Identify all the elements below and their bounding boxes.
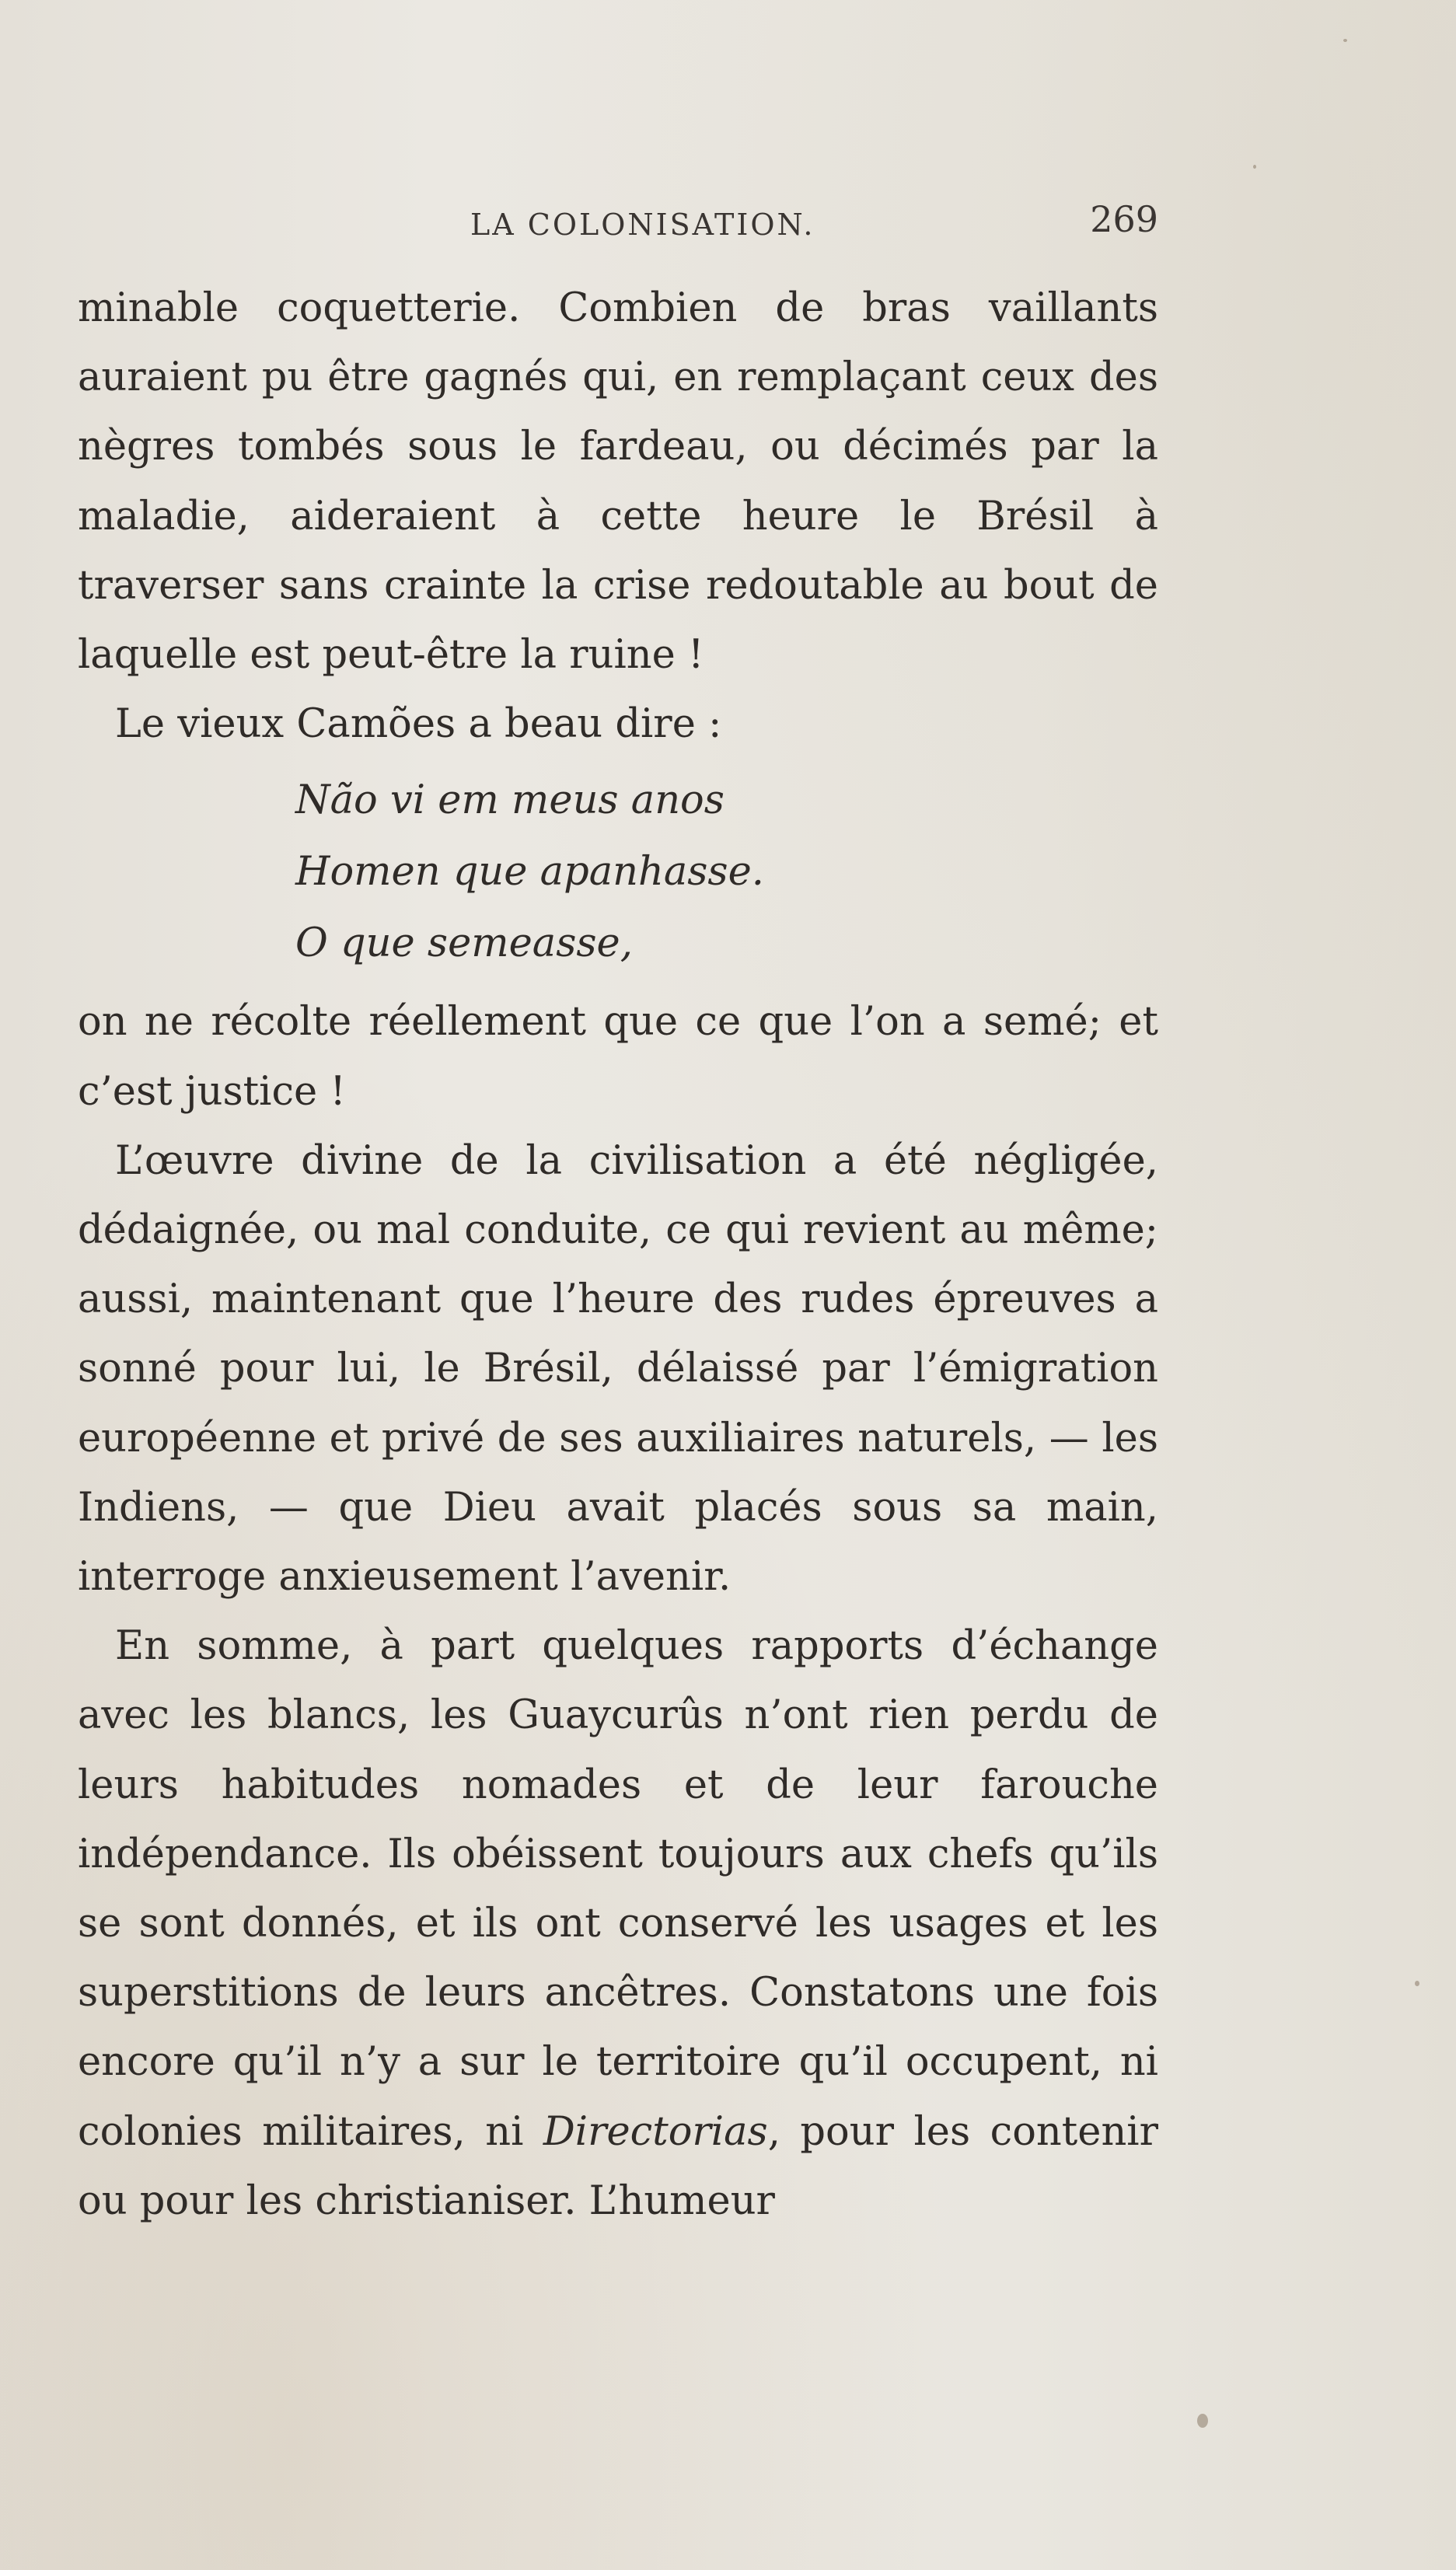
body-text: [78, 274, 1158, 2236]
verse-line: Homen que apanhasse.: [295, 849, 764, 896]
paragraph-3: on ne récolte réellement que ce que l’on a semé; et c’est justice !: [78, 999, 1158, 1115]
running-head: [78, 198, 1158, 260]
paper-speck: [1253, 165, 1256, 169]
paragraph-5-italic: Directorias: [543, 2108, 768, 2155]
paragraph-5-text: En somme, à part quelques rapports d’échange avec les blancs, les Guaycurûs n’ont rien perdu de leurs habitudes nomades et de leur farouche indépendance. Ils obéissent toujours aux chefs qu’ils se sont donnés, et ils ont conservé les usages et les superstitions de leurs ancêtres. Constatons une fois encore qu’il n’y a sur le territoire qu’il occupent, ni colonies militaires, ni: [78, 1623, 1158, 2155]
paper-speck: [1415, 1981, 1419, 1986]
paragraph-1: minable coquetterie. Combien de bras vaillants auraient pu être gagnés qui, en remplaçant ceux des nègres tombés sous le fardeau, ou décimés par la maladie, aideraient à cette heure le Brésil à traverser sans crainte la crise redoutable au bout de laquelle est peut-être la ruine !: [78, 285, 1158, 679]
paragraph-5: [78, 1611, 1158, 2236]
verse-line: Não vi em meus anos: [295, 777, 725, 824]
paper-speck: [1343, 39, 1347, 42]
paper-speck: [1197, 2414, 1208, 2428]
running-title: LA COLONISATION.: [470, 208, 815, 242]
paragraph-2: Le vieux Camões a beau dire :: [115, 701, 722, 748]
paragraph-5-end: , pour les contenir ou pour les christianiser. L’humeur: [78, 2108, 1158, 2224]
paragraph-4: L’œuvre divine de la civilisation a été négligée, dédaignée, ou mal conduite, ce qui revient au même; aussi, maintenant que l’heure des rudes épreuves a sonné pour lui, le Brésil, délaissé par l’émigration européenne et privé de ses auxiliaires naturels, — les Indiens, — que Dieu avait placés sous sa main, interroge anxieusement l’avenir.: [78, 1137, 1158, 1601]
page-number: 269: [1090, 198, 1158, 240]
verse-quote: [295, 765, 1158, 979]
verse-line: O que semeasse,: [295, 920, 633, 967]
